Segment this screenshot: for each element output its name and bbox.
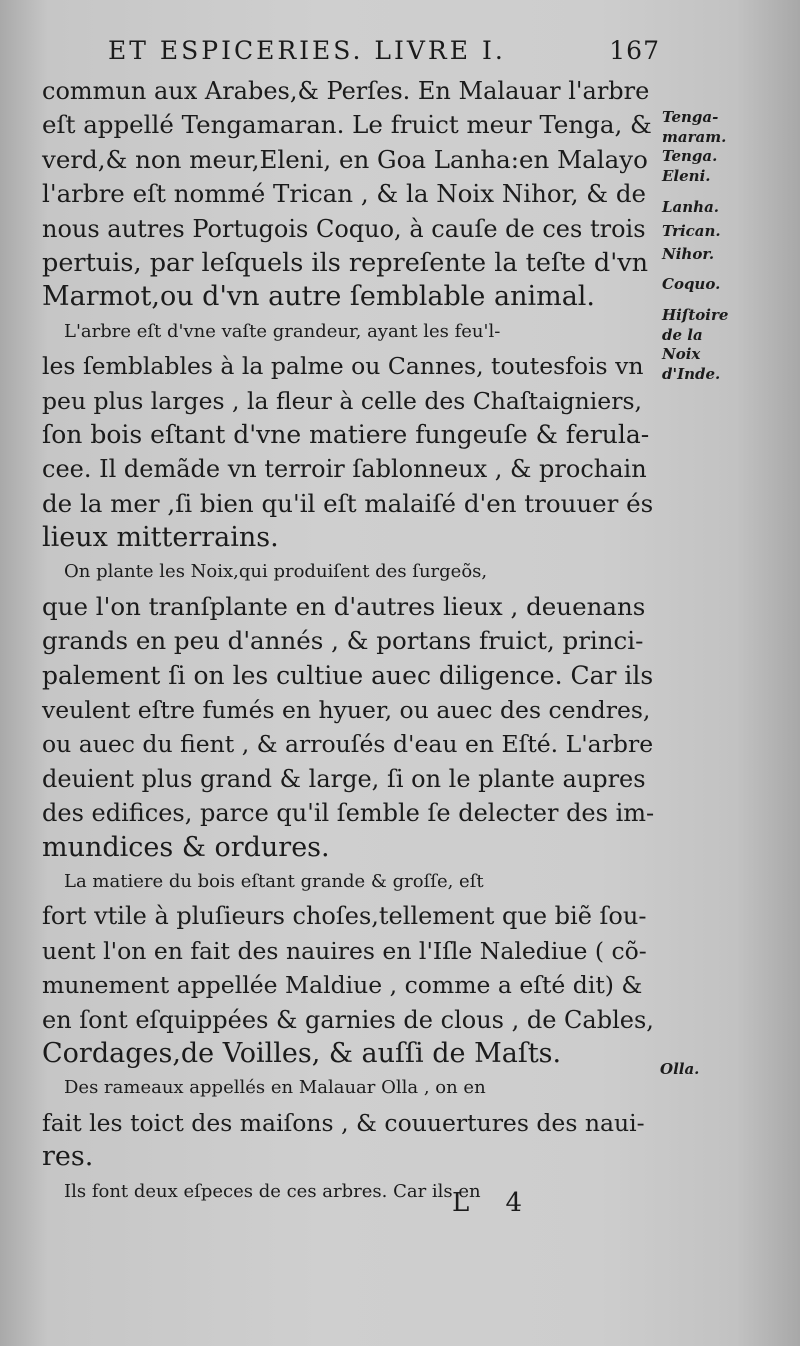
text-line: en ſont eſquippées & garnies de clous , de Cables, <box>42 1005 654 1034</box>
marginal-note: maram. <box>662 127 727 146</box>
text-line: Marmot,ou d'vn autre ſemblable animal. <box>42 281 596 313</box>
text-line: lieux mitterrains. <box>42 522 279 554</box>
marginal-note-olla: Olla. <box>660 1060 700 1078</box>
signature-mark: L 4 <box>452 1188 537 1218</box>
marginal-note: Tenga. <box>662 147 718 165</box>
page-number: 167 <box>609 36 660 65</box>
text-line: Des rameaux appellés en Malauar Olla , on en <box>64 1077 486 1099</box>
text-line: fait les toict des maiſons , & couuertures des naui- <box>42 1108 645 1137</box>
text-line: Ils font deux eſpeces de ces arbres. Car ils en <box>64 1180 481 1202</box>
text-line: verd,& non meur,Eleni, en Goa Lanha:en Malayo <box>42 144 648 174</box>
text-line: mundices & ordures. <box>42 831 330 863</box>
marginal-note: d'Inde. <box>662 364 721 383</box>
text-line: que l'on tranſplante en d'autres lieux , deuenans <box>42 591 646 621</box>
text-line: veulent eſtre fumés en hyuer, ou auec des cendres, <box>42 696 651 725</box>
marginal-notes <box>662 108 782 384</box>
marginal-note: Hiſtoire <box>662 306 729 324</box>
text-line: des edifices, parce qu'il ſemble ſe delecter des im- <box>42 799 655 828</box>
body-text <box>42 74 654 1209</box>
marginal-note: Trican. <box>662 221 721 240</box>
text-line: ou auec du fient , & arrouſés d'eau en Eſté. L'arbre <box>42 730 654 759</box>
text-line: l'arbre eſt nommé Trican , & la Noix Nihor, & de <box>42 179 647 209</box>
marginal-note: Lanha. <box>662 198 720 216</box>
text-line: Cordages,de Voilles, & auſſi de Maſts. <box>42 1037 562 1069</box>
text-line: peu plus larges , la fleur à celle des Chaſtaigniers, <box>42 386 642 415</box>
marginal-note: Coquo. <box>662 274 721 293</box>
text-line: les ſemblables à la palme ou Cannes, toutesfois vn <box>42 352 644 381</box>
text-line: L'arbre eſt d'vne vaſte grandeur, ayant les feu'l- <box>64 320 501 342</box>
marginal-note: Eleni. <box>662 166 711 185</box>
marginal-note: Noix <box>662 345 701 363</box>
text-line: deuient plus grand & large, ſi on le plante aupres <box>42 764 646 793</box>
marginal-note: de la <box>662 325 703 344</box>
text-line: res. <box>42 1141 94 1173</box>
text-line: palement ſi on les cultiue auec diligence. Car ils <box>42 660 654 690</box>
text-line: munement appellée Maldiue , comme a eſté dit) & <box>42 971 643 1000</box>
marginal-note: Nihor. <box>662 245 715 263</box>
text-line: ſon bois eſtant d'vne matiere fungeuſe & ferula- <box>42 419 650 449</box>
running-header <box>108 36 660 76</box>
text-line: commun aux Arabes,& Perſes. En Malauar l'arbre <box>42 77 650 105</box>
text-line: uent l'on en fait des nauires en l'Iſle Nalediue ( cõ- <box>42 936 647 965</box>
text-line: de la mer ,ſi bien qu'il eſt malaiſé d'en trouuer és <box>42 488 654 518</box>
running-title: ET ESPICERIES. LIVRE I. <box>108 36 506 65</box>
text-line: cee. Il demãde vn terroir ſablonneux , & prochain <box>42 455 647 484</box>
text-line: La matiere du bois eſtant grande & groſſe, eſt <box>64 870 484 892</box>
text-line: grands en peu d'annés , & portans fruict, princi- <box>42 626 644 656</box>
marginal-note: Tenga- <box>662 108 719 126</box>
text-line: nous autres Portugois Coquo, à cauſe de ces trois <box>42 214 646 243</box>
text-line: eſt appellé Tengamaran. Le fruict meur Tenga, & <box>42 110 652 140</box>
text-line: pertuis, par leſquels ils repreſente la teſte d'vn <box>42 247 649 278</box>
text-line: fort vtile à pluſieurs choſes,tellement que biẽ ſou- <box>42 902 647 931</box>
text-line: On plante les Noix,qui produiſent des ſurgeõs, <box>64 561 488 583</box>
